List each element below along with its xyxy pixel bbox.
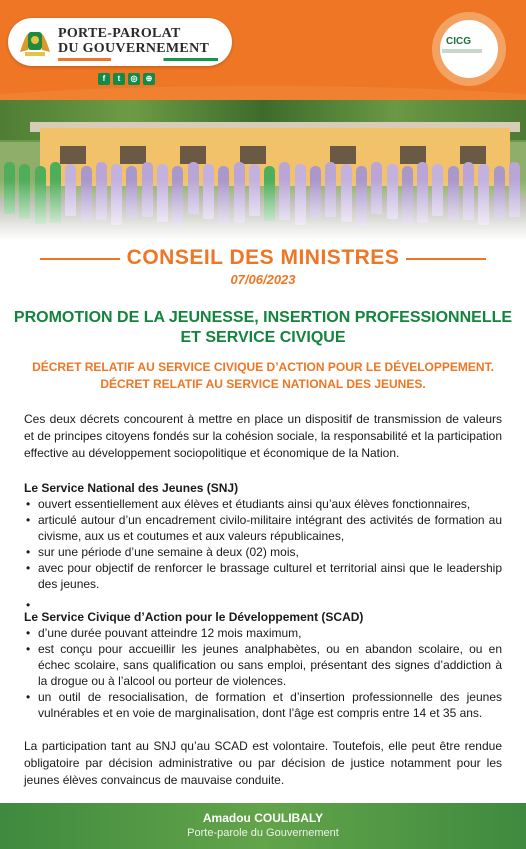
list-item: • est conçu pour accueillir les jeunes analphabètes, ou en abandon scolaire, ou en échec scolaire, sans qualification ou sans emploi, présentant des signes d’addiction à la drogue ou à l’alcool ou porteur de violences. xyxy=(24,641,502,689)
header-photo xyxy=(0,100,526,240)
twitter-icon[interactable]: t xyxy=(113,73,125,85)
brand-title-line1: PORTE-PAROLAT xyxy=(58,26,181,41)
photo-fade xyxy=(0,180,526,240)
list-item: • d’une durée pouvant atteindre 12 mois maximum, xyxy=(24,625,502,641)
header-banner xyxy=(0,0,526,100)
brand-title-line2: DU GOUVERNEMENT xyxy=(58,41,210,56)
snj-title: Le Service National des Jeunes (SNJ) xyxy=(24,481,239,495)
closing-paragraph: La participation tant au SNJ qu’au SCAD est volontaire. Toutefois, elle peut être rendue obligatoire par décision administrative ou par décision de justice notamment pour les jeunes élèves convaincus de mauvaise conduite. xyxy=(24,739,502,787)
title-row xyxy=(0,246,526,272)
coat-of-arms-icon xyxy=(17,26,53,58)
scad-title: Le Service Civique d’Action pour le Développement (SCAD) xyxy=(24,610,364,624)
decree-title-2: DÉCRET RELATIF AU SERVICE NATIONAL DES JEUNES. xyxy=(100,377,426,391)
snj-list xyxy=(24,496,502,592)
signatory-role: Porte-parole du Gouvernement xyxy=(187,827,339,839)
flag-stripe xyxy=(58,58,218,61)
decree-titles xyxy=(0,359,526,393)
header-decoration xyxy=(0,86,526,100)
empty-bullet: • xyxy=(26,598,31,612)
signature-footer xyxy=(0,803,526,849)
signatory-name: Amadou COULIBALY xyxy=(202,811,324,825)
meeting-date: 07/06/2023 xyxy=(230,272,296,287)
cicg-logo xyxy=(432,12,506,86)
decree-title-1: DÉCRET RELATIF AU SERVICE CIVIQUE D’ACTION POUR LE DÉVELOPPEMENT. xyxy=(32,360,494,374)
instagram-icon[interactable]: ◎ xyxy=(128,73,140,85)
page-title: CONSEIL DES MINISTRES xyxy=(126,246,400,269)
list-item: • un outil de resocialisation, de formation et d’insertion professionnelle des jeunes vulnérables et en voie de marginalisation, dont l’âge est compris entre 14 et 35 ans. xyxy=(24,689,502,721)
intro-paragraph: Ces deux décrets concourent à mettre en place un dispositif de transmission de valeurs et de principes citoyens fondés sur la cohésion sociale, la responsabilité et la participation effective au développement sociopolitique et économique de la Nation. xyxy=(24,412,502,460)
list-item: • sur une période d’une semaine à deux (02) mois, xyxy=(24,544,502,560)
list-item: • avec pour objectif de renforcer le brassage culturel et territorial ainsi que le leadership des jeunes. xyxy=(24,560,502,592)
scad-list xyxy=(24,625,502,721)
section-heading xyxy=(0,308,526,348)
list-item: • ouvert essentiellement aux élèves et étudiants ainsi qu’aux élèves fonctionnaires, xyxy=(24,496,502,512)
section-heading-line2: ET SERVICE CIVIQUE xyxy=(180,329,346,346)
brand-badge xyxy=(8,18,232,66)
section-heading-line1: PROMOTION DE LA JEUNESSE, INSERTION PROFESSIONNELLE xyxy=(13,309,513,326)
web-icon[interactable]: ⊕ xyxy=(143,73,155,85)
cicg-logo-text: CICG xyxy=(446,36,471,47)
list-item: • articulé autour d’un encadrement civilo-militaire intégrant des activités de formation au civisme, aux us et coutumes et aux valeurs républicaines, xyxy=(24,512,502,544)
social-links xyxy=(98,73,155,85)
facebook-icon[interactable]: f xyxy=(98,73,110,85)
